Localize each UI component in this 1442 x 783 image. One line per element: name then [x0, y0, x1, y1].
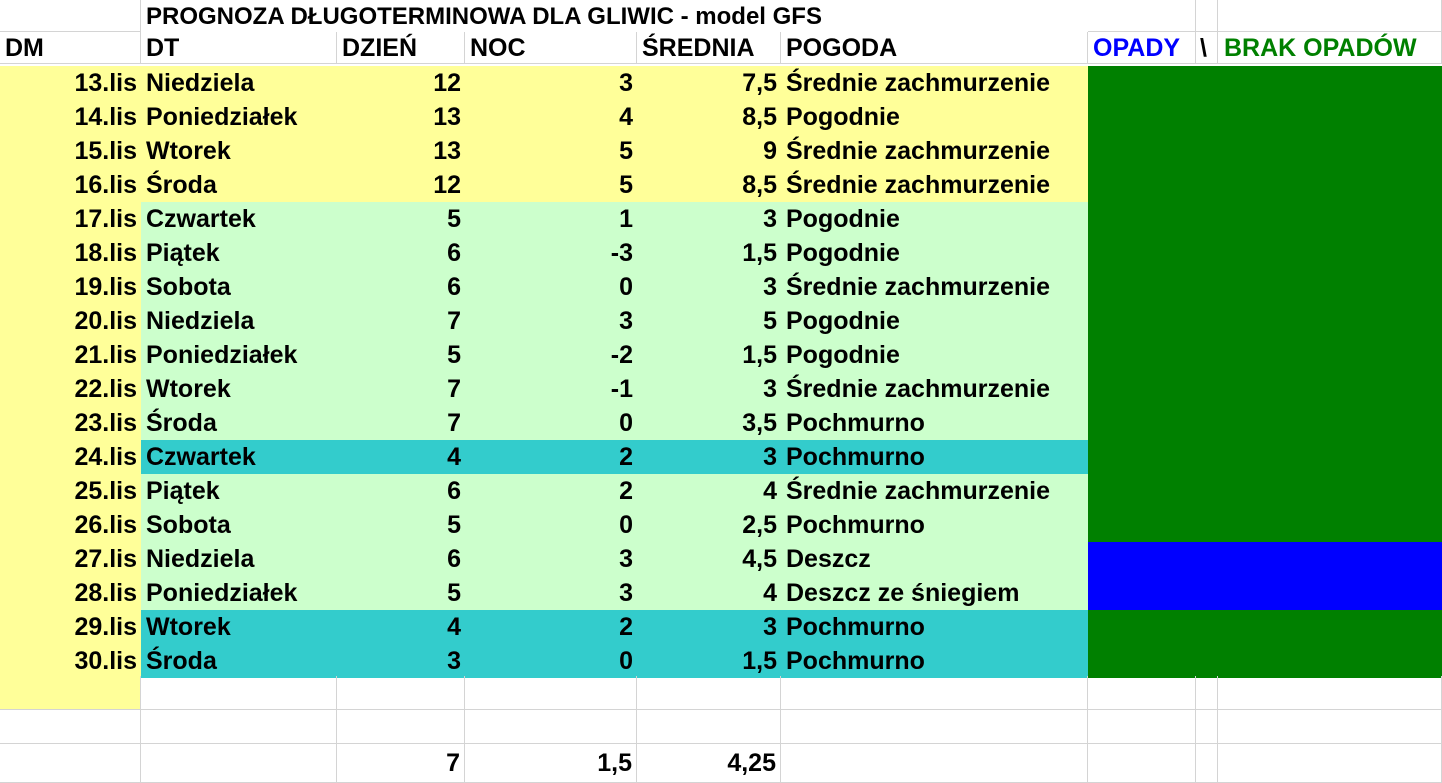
empty-cell[interactable]	[637, 710, 781, 744]
cell-noc[interactable]: 2	[465, 474, 637, 508]
cell-noc[interactable]: 5	[465, 168, 637, 202]
header-row	[0, 32, 1442, 64]
header-dzien[interactable]: DZIEŃ	[337, 32, 465, 64]
cell-dm[interactable]: 25.lis	[0, 474, 141, 508]
no-rain-indicator[interactable]	[1088, 202, 1442, 236]
cell-dzien[interactable]: 3	[337, 644, 465, 678]
table-row	[0, 100, 1442, 134]
empty-cell[interactable]	[781, 744, 1088, 783]
no-rain-indicator[interactable]	[1088, 440, 1442, 474]
cell-pogoda[interactable]: Pochmurno	[781, 610, 1088, 644]
cell-srednia[interactable]: 4,5	[637, 542, 781, 576]
no-rain-indicator[interactable]	[1088, 270, 1442, 304]
cell-srednia[interactable]: 2,5	[637, 508, 781, 542]
cell-dm[interactable]: 30.lis	[0, 644, 141, 678]
cell-dm[interactable]: 19.lis	[0, 270, 141, 304]
cell-dm[interactable]: 28.lis	[0, 576, 141, 610]
cell-pogoda[interactable]: Pogodnie	[781, 338, 1088, 372]
cell-pogoda[interactable]: Deszcz	[781, 542, 1088, 576]
cell-dzien[interactable]: 7	[337, 304, 465, 338]
cell-pogoda[interactable]: Średnie zachmurzenie	[781, 66, 1088, 100]
cell-dt[interactable]: Niedziela	[141, 304, 337, 338]
cell-srednia[interactable]: 3	[637, 270, 781, 304]
cell-dzien[interactable]: 12	[337, 168, 465, 202]
empty-cell[interactable]	[1196, 744, 1218, 783]
cell-noc[interactable]: 3	[465, 542, 637, 576]
cell-pogoda[interactable]: Średnie zachmurzenie	[781, 372, 1088, 406]
cell-dt[interactable]: Wtorek	[141, 134, 337, 168]
cell-srednia[interactable]: 3,5	[637, 406, 781, 440]
cell-dzien[interactable]: 7	[337, 372, 465, 406]
table-row	[0, 372, 1442, 406]
cell-dt[interactable]: Poniedziałek	[141, 100, 337, 134]
empty-cell[interactable]	[637, 676, 781, 710]
table-row	[0, 644, 1442, 678]
table-row	[0, 134, 1442, 168]
cell-dzien[interactable]: 5	[337, 338, 465, 372]
cell-srednia[interactable]: 3	[637, 372, 781, 406]
cell-srednia[interactable]: 5	[637, 304, 781, 338]
title-row-cell-a[interactable]	[0, 0, 141, 32]
no-rain-indicator[interactable]	[1088, 168, 1442, 202]
table-row	[0, 406, 1442, 440]
cell-noc[interactable]: -2	[465, 338, 637, 372]
cell-srednia[interactable]: 1,5	[637, 236, 781, 270]
cell-pogoda[interactable]: Pogodnie	[781, 100, 1088, 134]
rain-indicator[interactable]	[1088, 542, 1442, 576]
cell-dzien[interactable]: 4	[337, 440, 465, 474]
cell-dm[interactable]: 27.lis	[0, 542, 141, 576]
no-rain-indicator[interactable]	[1088, 610, 1442, 644]
cell-pogoda[interactable]: Pogodnie	[781, 236, 1088, 270]
no-rain-indicator[interactable]	[1088, 338, 1442, 372]
cell-dzien[interactable]: 6	[337, 474, 465, 508]
cell-pogoda[interactable]: Pogodnie	[781, 202, 1088, 236]
cell-srednia[interactable]: 3	[637, 440, 781, 474]
cell-dt[interactable]: Poniedziałek	[141, 338, 337, 372]
cell-dt[interactable]: Wtorek	[141, 610, 337, 644]
no-rain-indicator[interactable]	[1088, 304, 1442, 338]
empty-cell[interactable]	[465, 710, 637, 744]
cell-noc[interactable]: 2	[465, 610, 637, 644]
no-rain-indicator[interactable]	[1088, 66, 1442, 100]
table-row	[0, 338, 1442, 372]
table-row	[0, 236, 1442, 270]
cell-pogoda[interactable]: Pochmurno	[781, 644, 1088, 678]
header-pogoda[interactable]: POGODA	[781, 32, 1088, 64]
cell-dt[interactable]: Środa	[141, 168, 337, 202]
header-srednia[interactable]: ŚREDNIA	[637, 32, 781, 64]
no-rain-indicator[interactable]	[1088, 644, 1442, 678]
table-row	[0, 270, 1442, 304]
table-row	[0, 542, 1442, 576]
cell-dzien[interactable]: 5	[337, 202, 465, 236]
table-row	[0, 576, 1442, 610]
header-dt[interactable]: DT	[141, 32, 337, 64]
cell-pogoda[interactable]: Średnie zachmurzenie	[781, 168, 1088, 202]
empty-cell[interactable]	[0, 744, 141, 783]
title-row	[0, 0, 1442, 32]
cell-dt[interactable]: Czwartek	[141, 440, 337, 474]
empty-cell[interactable]	[1218, 676, 1442, 710]
cell-pogoda[interactable]: Pochmurno	[781, 440, 1088, 474]
empty-cell[interactable]	[337, 710, 465, 744]
cell-srednia[interactable]: 4	[637, 576, 781, 610]
cell-dzien[interactable]: 6	[337, 270, 465, 304]
header-noc[interactable]: NOC	[465, 32, 637, 64]
cell-srednia[interactable]: 4	[637, 474, 781, 508]
cell-srednia[interactable]: 3	[637, 202, 781, 236]
table-row	[0, 440, 1442, 474]
empty-cell[interactable]	[0, 710, 141, 744]
cell-dt[interactable]: Środa	[141, 406, 337, 440]
cell-dt[interactable]: Poniedziałek	[141, 576, 337, 610]
cell-noc[interactable]: -3	[465, 236, 637, 270]
summary-srednia[interactable]: 4,25	[637, 744, 781, 783]
empty-cell[interactable]	[141, 744, 337, 783]
cell-dzien[interactable]: 6	[337, 542, 465, 576]
cell-dzien[interactable]: 13	[337, 100, 465, 134]
cell-noc[interactable]: 0	[465, 508, 637, 542]
empty-cell[interactable]	[1088, 676, 1196, 710]
cell-dm[interactable]: 22.lis	[0, 372, 141, 406]
cell-pogoda[interactable]: Średnie zachmurzenie	[781, 270, 1088, 304]
cell-srednia[interactable]: 3	[637, 610, 781, 644]
cell-dm[interactable]: 20.lis	[0, 304, 141, 338]
cell-dzien[interactable]: 7	[337, 406, 465, 440]
empty-cell[interactable]	[1088, 744, 1196, 783]
empty-cell[interactable]	[337, 676, 465, 710]
summary-dzien[interactable]: 7	[337, 744, 465, 783]
cell-noc[interactable]: -1	[465, 372, 637, 406]
cell-dt[interactable]: Piątek	[141, 236, 337, 270]
table-row	[0, 168, 1442, 202]
cell-dm[interactable]: 18.lis	[0, 236, 141, 270]
empty-cell[interactable]	[141, 676, 337, 710]
cell-dt[interactable]: Niedziela	[141, 66, 337, 100]
sheet-title[interactable]: PROGNOZA DŁUGOTERMINOWA DLA GLIWIC - model GFS	[146, 3, 822, 30]
cell-dzien[interactable]: 12	[337, 66, 465, 100]
empty-cell[interactable]	[1088, 710, 1196, 744]
cell-dt[interactable]: Wtorek	[141, 372, 337, 406]
no-rain-indicator[interactable]	[1088, 474, 1442, 508]
table-row	[0, 508, 1442, 542]
header-brak-opadow[interactable]: BRAK OPADÓW	[1218, 32, 1442, 64]
cell-srednia[interactable]: 1,5	[637, 338, 781, 372]
header-dm[interactable]: DM	[0, 32, 141, 64]
cell-dm[interactable]: 21.lis	[0, 338, 141, 372]
empty-row-2	[0, 710, 1442, 744]
no-rain-indicator[interactable]	[1088, 134, 1442, 168]
no-rain-indicator[interactable]	[1088, 406, 1442, 440]
cell-dm[interactable]: 15.lis	[0, 134, 141, 168]
cell-noc[interactable]: 3	[465, 66, 637, 100]
no-rain-indicator[interactable]	[1088, 372, 1442, 406]
header-separator[interactable]: \	[1196, 32, 1218, 64]
title-row-cell-i[interactable]	[1218, 0, 1442, 32]
cell-dzien[interactable]: 5	[337, 508, 465, 542]
cell-dt[interactable]: Piątek	[141, 474, 337, 508]
cell-srednia[interactable]: 7,5	[637, 66, 781, 100]
empty-row-1	[0, 676, 1442, 710]
cell-dm[interactable]: 23.lis	[0, 406, 141, 440]
cell-noc[interactable]: 5	[465, 134, 637, 168]
no-rain-indicator[interactable]	[1088, 508, 1442, 542]
cell-pogoda[interactable]: Pogodnie	[781, 304, 1088, 338]
rain-indicator[interactable]	[1088, 576, 1442, 610]
cell-dm[interactable]: 13.lis	[0, 66, 141, 100]
cell-srednia[interactable]: 9	[637, 134, 781, 168]
cell-pogoda[interactable]: Średnie zachmurzenie	[781, 474, 1088, 508]
cell-pogoda[interactable]: Deszcz ze śniegiem	[781, 576, 1088, 610]
empty-cell[interactable]	[1196, 710, 1218, 744]
cell-srednia[interactable]: 8,5	[637, 100, 781, 134]
cell-pogoda[interactable]: Pochmurno	[781, 406, 1088, 440]
cell-dm[interactable]: 24.lis	[0, 440, 141, 474]
empty-cell[interactable]	[1218, 744, 1442, 783]
title-row-cell-g[interactable]	[1088, 0, 1196, 32]
cell-srednia[interactable]: 8,5	[637, 168, 781, 202]
cell-dt[interactable]: Sobota	[141, 270, 337, 304]
cell-dt[interactable]: Niedziela	[141, 542, 337, 576]
empty-cell[interactable]	[1218, 710, 1442, 744]
cell-dm[interactable]: 26.lis	[0, 508, 141, 542]
cell-dt[interactable]: Czwartek	[141, 202, 337, 236]
cell-noc[interactable]: 1	[465, 202, 637, 236]
cell-noc[interactable]: 0	[465, 644, 637, 678]
cell-noc[interactable]: 4	[465, 100, 637, 134]
cell-dzien[interactable]: 4	[337, 610, 465, 644]
empty-cell[interactable]	[141, 710, 337, 744]
cell-dm[interactable]: 14.lis	[0, 100, 141, 134]
empty-cell[interactable]	[465, 676, 637, 710]
empty-cell[interactable]	[781, 676, 1088, 710]
cell-dm[interactable]: 29.lis	[0, 610, 141, 644]
cell-dm[interactable]: 16.lis	[0, 168, 141, 202]
header-opady[interactable]: OPADY	[1088, 32, 1196, 64]
empty-cell[interactable]	[1196, 676, 1218, 710]
table-row	[0, 610, 1442, 644]
cell-dzien[interactable]: 5	[337, 576, 465, 610]
cell-noc[interactable]: 2	[465, 440, 637, 474]
cell-noc[interactable]: 3	[465, 576, 637, 610]
cell-pogoda[interactable]: Średnie zachmurzenie	[781, 134, 1088, 168]
cell-dt[interactable]: Sobota	[141, 508, 337, 542]
cell-srednia[interactable]: 1,5	[637, 644, 781, 678]
cell-pogoda[interactable]: Pochmurno	[781, 508, 1088, 542]
table-row	[0, 66, 1442, 100]
cell-dzien[interactable]: 13	[337, 134, 465, 168]
cell-dm[interactable]: 17.lis	[0, 202, 141, 236]
table-row	[0, 304, 1442, 338]
cell-noc[interactable]: 0	[465, 270, 637, 304]
summary-noc[interactable]: 1,5	[465, 744, 637, 783]
summary-row	[0, 744, 1442, 783]
table-row	[0, 202, 1442, 236]
cell-noc[interactable]: 3	[465, 304, 637, 338]
title-row-cell-h[interactable]	[1196, 0, 1218, 32]
cell-dt[interactable]: Środa	[141, 644, 337, 678]
cell-dzien[interactable]: 6	[337, 236, 465, 270]
cell-noc[interactable]: 0	[465, 406, 637, 440]
no-rain-indicator[interactable]	[1088, 236, 1442, 270]
empty-cell[interactable]	[0, 676, 141, 710]
empty-cell[interactable]	[781, 710, 1088, 744]
table-row	[0, 474, 1442, 508]
no-rain-indicator[interactable]	[1088, 100, 1442, 134]
